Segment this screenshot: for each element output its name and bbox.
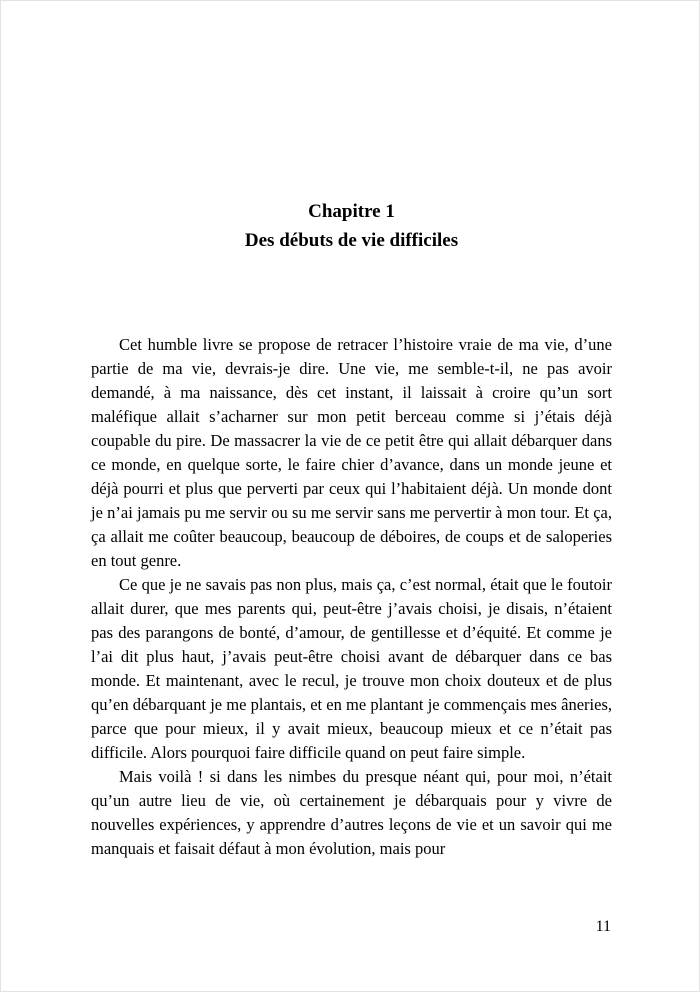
chapter-subtitle: Des débuts de vie difficiles	[244, 230, 459, 251]
body-paragraph: Cet humble livre se propose de retracer l’histoire vraie de ma vie, d’une partie de ma vie, devrais-je dire. Une vie, me semble-t-il, ne pas avoir demandé, à ma naissance, dès cet instant, il laissait à croire qu’un sort maléfique allait s’acharner sur mon petit berceau comme si j’étais déjà coupable du pire. De massacrer la vie de ce petit être qui allait débarquer dans ce monde, en quelque sorte, le faire chier d’avance, dans un monde jeune et déjà pourri et plus que perverti par ceux qui l’habitaient déjà. Un monde dont je n’ai jamais pu me servir ou su me servir sans me pervertir à mon tour. Et ça, ça allait me coûter beaucoup, beaucoup de déboires, de coups et de saloperies en tout genre.	[91, 335, 612, 570]
body-paragraph: Mais voilà ! si dans les nimbes du presque néant qui, pour moi, n’était qu’un autre lieu de vie, où certainement je débarquais pour y vivre de nouvelles expériences, y apprendre d’autres leçons de vie et un savoir qui me manquais et faisait défaut à mon évolution, mais pour	[91, 767, 612, 858]
page-content	[91, 197, 612, 861]
body-text	[91, 333, 612, 861]
body-paragraph: Ce que je ne savais pas non plus, mais ça, c’est normal, était que le foutoir allait durer, que mes parents qui, peut-être j’avais choisi, je disais, n’étaient pas des parangons de bonté, d’amour, de gentillesse et d’équité. Et comme je l’ai dit plus haut, j’avais peut-être choisi avant de débarquer dans ce bas monde. Et maintenant, avec le recul, je trouve mon choix douteux et de plus qu’en débarquant je me plantais, et en me plantant je commençais mes âneries, parce que pour mieux, il y avait mieux, beaucoup mieux et ce n’était pas difficile. Alors pourquoi faire difficile quand on peut faire simple.	[91, 575, 612, 762]
chapter-title: Chapitre 1	[308, 201, 395, 222]
chapter-heading	[91, 197, 612, 255]
page-number: 11	[595, 918, 611, 935]
